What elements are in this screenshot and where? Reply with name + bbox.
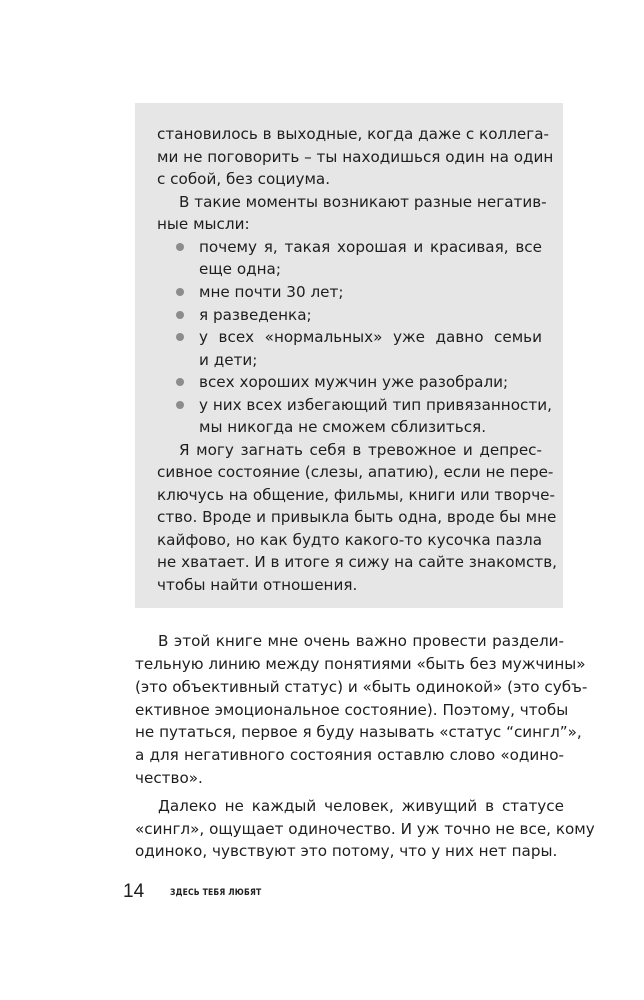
list-item: я разведенка; — [199, 306, 312, 324]
list-item: мне почти 30 лет; — [199, 283, 344, 301]
bullet-icon — [176, 378, 184, 386]
body-line: не путаться, первое я буду называть «статус “сингл”», — [135, 723, 582, 741]
list-item: еще одна; — [199, 260, 281, 278]
page-number: 14 — [123, 881, 145, 902]
box-line: сивное состояние (слезы, апатию), если не пере- — [157, 463, 554, 481]
body-line: одиноко, чувствуют это потому, что у них нет пары. — [135, 842, 558, 860]
box-line: чтобы найти отношения. — [157, 576, 358, 594]
box-line: ключусь на общение, фильмы, книги или творче- — [157, 486, 555, 504]
bullet-icon — [176, 401, 184, 409]
list-item: у них всех избегающий тип привязанности, — [199, 396, 552, 414]
box-line: ные мысли: — [157, 215, 250, 233]
body-line: (это объективный статус) и «быть одинокой» (это субъ- — [135, 678, 588, 696]
list-item: почему я, такая хорошая и красивая, все — [199, 238, 542, 256]
list-item: всех хороших мужчин уже разобрали; — [199, 373, 509, 391]
body-line: В этой книге мне очень важно провести раздели- — [158, 632, 564, 650]
running-title: ЗДЕСЬ ТЕБЯ ЛЮБЯТ — [170, 888, 262, 898]
body-line: Далеко не каждый человек, живущий в статусе — [158, 797, 564, 815]
box-line: ство. Вроде и привыкла быть одна, вроде бы мне — [157, 508, 557, 526]
list-item: и дети; — [199, 351, 258, 369]
list-item: у всех «нормальных» уже давно семьи — [199, 328, 542, 346]
body-line: ективное эмоциональное состояние). Поэтому, чтобы — [135, 701, 569, 719]
list-item: мы никогда не сможем сблизиться. — [199, 418, 487, 436]
box-line: становилось в выходные, когда даже с коллега- — [157, 125, 550, 143]
body-line: тельную линию между понятиями «быть без мужчины» — [135, 655, 586, 673]
bullet-icon — [176, 243, 184, 251]
box-line: Я могу загнать себя в тревожное и депрес- — [179, 441, 542, 459]
box-line: не хватает. И в итоге я сижу на сайте знакомств, — [157, 553, 557, 571]
box-line: В такие моменты возникают разные негатив- — [179, 193, 547, 211]
bullet-icon — [176, 311, 184, 319]
box-line: кайфово, но как будто какого-то кусочка пазла — [157, 531, 542, 549]
body-line: «сингл», ощущает одиночество. И уж точно не все, кому — [135, 820, 595, 838]
body-line: а для негативного состояния оставлю слово «одино- — [135, 746, 564, 764]
box-line: ми не поговорить – ты находишься один на один — [157, 148, 554, 166]
bullet-icon — [176, 333, 184, 341]
box-line: с собой, без социума. — [157, 170, 331, 188]
bullet-icon — [176, 288, 184, 296]
body-line: чество». — [135, 769, 203, 787]
